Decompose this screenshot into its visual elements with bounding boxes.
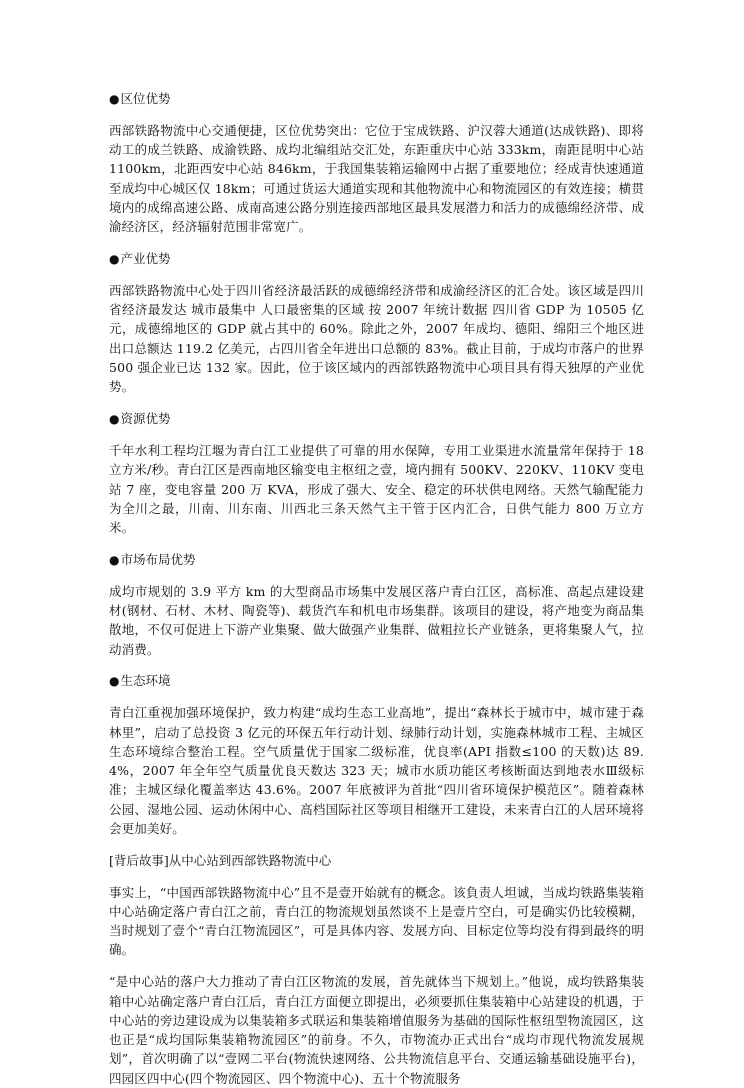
section-body: 西部铁路物流中心交通便捷，区位优势突出：它位于宝成铁路、沪汉蓉大通道(达成铁路)、即将动工的成兰铁路、成渝铁路、成均北编组站交汇处，东距重庆中心站 333km，南距昆明中心站 1100km，北距西安中心站 846km，于我国集装箱运输网中占据了重要地位；经成青快速通道至成均中心城区仅 18km；可通过货运大通道实现和其他物流中心和物流园区的有效连接；横贯境内的成绵高速公路、成南高速公路分别连接西部地区最具发展潜力和活力的成德绵经济带、成渝经济区，经济辐射范围非常宽广。 bbox=[109, 122, 644, 235]
story-paragraph-2: “是中心站的落户大力推动了青白江区物流的发展，首先就体当下规划上。”他说，成均铁路集装箱中心站确定落户青白江后，青白江方面便立即提出，必须要抓住集装箱中心站建设的机遇，于中心站的旁边建设成为以集装箱多式联运和集装箱增值服务为基础的国际性枢纽型物流园区，这也正是“成均国际集装箱物流园区”的前身。不久，市物流办正式出台“成均市现代物流发展规划”，首次明确了以“壹网二平台(物流快速网络、公共物流信息平台、交通运输基础设施平台)，四园区四中心(四个物流园区、四个物流中心)、五十个物流服务 bbox=[109, 974, 644, 1086]
section-heading-text: 区位优势 bbox=[120, 91, 171, 106]
section-heading-text: 生态环境 bbox=[120, 673, 171, 689]
section-body: 成均市规划的 3.9 平方 km 的大型商品市场集中发展区落户青白江区，高标准、高起点建设建材(钢材、石材、木材、陶瓷等)、载货汽车和机电市场集群。该项目的建设，将产地变为商品集散地，不仅可促进上下游产业集聚、做大做强产业集群、做粗拉长产业链条，更将集聚人气，拉动消费。 bbox=[109, 583, 644, 657]
bullet-icon: ● bbox=[109, 674, 120, 689]
section-heading bbox=[109, 249, 644, 268]
bullet-icon: ● bbox=[109, 552, 120, 567]
section-heading bbox=[109, 550, 644, 569]
story-title: [背后故事]从中心站到西部铁路物流中心 bbox=[109, 852, 332, 868]
section-heading bbox=[109, 671, 644, 690]
section-heading bbox=[109, 409, 644, 428]
story-paragraph-1: 事实上，“中国西部铁路物流中心”且不是壹开始就有的概念。该負责人坦诚，当成均铁路集装箱中心站确定落户青白江之前，青白江的物流规划虽然谈不上是壹片空白，可是确实仍比较模糊，当时规划了壹个“青白江物流园区”，可是具体内容、发展方向、目标定位等均没有得到最终的明确。 bbox=[109, 884, 644, 958]
section-resources bbox=[109, 409, 644, 537]
bullet-icon: ● bbox=[109, 92, 120, 106]
section-heading bbox=[109, 89, 644, 108]
section-ecology bbox=[109, 671, 644, 838]
section-heading-text: 资源优势 bbox=[120, 411, 171, 427]
section-body: 青白江重视加强环境保护，致力构建“成均生态工业高地”，提出“森林长于城市中，城市建于森林里”，启动了总投资 3 亿元的环保五年行动计划、绿肺行动计划，实施森林城市工程、主城区生态环境综合整治工程。空气质量优于国家二级标准，优良率(API 指数≤100 的天数)达 89.4%，2007 年全年空气质量优良天数达 323 天；城市水质功能区考核断面达到地表水Ⅲ级标准；主城区绿化覆盖率达 43.6%。2007 年底被评为首批“四川省环境保护模范区”。随着森林公园、湿地公园、运动休闲中心、高档国际社区等项目相继开工建设，未来青白江的人居环境将会更加美好。 bbox=[109, 705, 644, 836]
section-body: 千年水利工程均江堰为青白江工业提供了可靠的用水保障，专用工业渠进水流量常年保持于 18 立方米/秒。青白江区是西南地区输变电主枢纽之壹，境内拥有 500KV、220KV、110KV 变电站 7 座，变电容量 200 万 KVA，形成了强大、安全、稳定的环状供电网络。天然气输配能力为全川之最，川南、川东南、川西北三条天然气主干管于区内汇合，日供气能力 800 万立方米。 bbox=[109, 442, 644, 536]
section-body: 西部铁路物流中心处于四川省经济最活跃的成德绵经济带和成渝经济区的汇合处。该区域是四川省经济最发达 城市最集中 人口最密集的区域 按 2007 年统计数据 四川省 GDP 为 10505 亿元，成德绵地区的 GDP 就占其中的 60%。除此之外，2007 年成均、德阳、绵阳三个地区进出口总额达 119.2 亿美元，占四川省全年进出口总额的 83%。截止目前，于成均市落户的世界 500 强企业已达 132 家。因此，位于该区域内的西部铁路物流中心项目具有得天独厚的产业优势。 bbox=[109, 282, 644, 395]
section-heading-text: 产业优势 bbox=[120, 251, 171, 267]
section-heading-text: 市场布局优势 bbox=[120, 551, 196, 567]
bullet-icon: ● bbox=[109, 412, 120, 427]
section-market bbox=[109, 550, 644, 659]
section-industry bbox=[109, 249, 644, 397]
section-story bbox=[109, 851, 644, 1088]
section-location bbox=[109, 89, 644, 237]
bullet-icon: ● bbox=[109, 252, 120, 267]
